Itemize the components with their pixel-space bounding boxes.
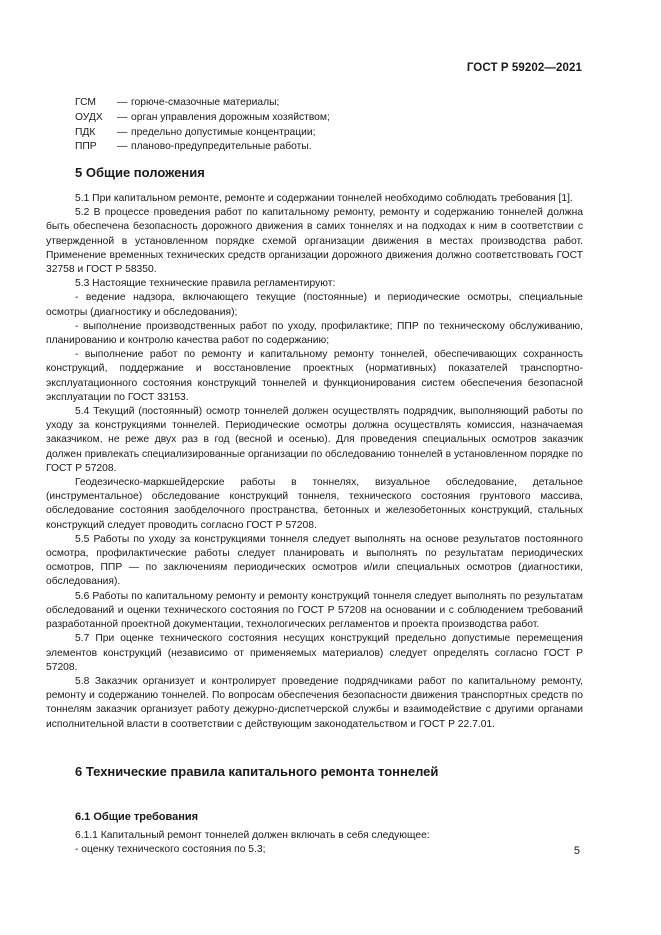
paragraph: 5.4 Текущий (постоянный) осмотр тоннелей должен осуществлять подрядчик, выполняющий работы по уходу за конструкциями тоннелей. Периодические осмотры должна осуществлять комиссия, назначаемая заказчиком, не реже двух раз в год (весной и осенью). Для проведения специальных осмотров заказчик должен привлекать специализированные организации по обследованию тоннелей в установленном порядке по ГОСТ Р 57208. — [46, 406, 583, 474]
subsection-6-1-heading: 6.1 Общие требования — [75, 811, 199, 823]
abbreviation-dash: — — [117, 126, 128, 138]
paragraph: 5.2 В процессе проведения работ по капитальному ремонту, ремонту и содержанию тоннелей должна быть обеспечена безопасность дорожного движения в самих тоннелях и на подходах к ним в соответствии с утвержденной в установленном порядке схемой организации движения в местах производства работ. Применение временных технических средств организации дорожного движения должно соответствовать ГОСТ 32758 и ГОСТ Р 58350. — [46, 207, 583, 276]
section-5-body — [46, 192, 583, 732]
list-item: - выполнение производственных работ по уходу, профилактике; ППР по техническому обслуживанию, планированию и контролю качества работ по содержанию; — [46, 320, 583, 347]
abbreviation-dash: — — [117, 141, 128, 153]
abbreviation-definition: горюче-смазочные материалы; — [131, 97, 280, 108]
abbreviation-term: ПДК — [75, 126, 96, 138]
paragraph: 5.1 При капитальном ремонте, ремонте и содержании тоннелей необходимо соблюдать требования [1]. — [75, 193, 573, 204]
document-code-header: ГОСТ Р 59202—2021 — [466, 62, 582, 74]
abbreviation-term: ГСМ — [75, 97, 97, 108]
abbreviation-term: ППР — [75, 141, 97, 153]
paragraph: 5.8 Заказчик организует и контролирует проведение подрядчиками работ по капитальному ремонту, ремонту и содержанию тоннелей. По вопросам обеспечения безопасности движения транспортных средств по тоннелям заказчик организует работу дежурно-диспетчерской службы и взаимодействие с другими органами исполнительной власти в соответствии с действующим законодательством и ГОСТ Р 22.7.01. — [46, 675, 583, 730]
abbreviation-dash: — — [117, 111, 128, 123]
abbreviation-row — [75, 126, 330, 141]
list-item: - ведение надзора, включающего текущие (постоянные) и периодические осмотры, специальные осмотры (диагностику и обследования); — [46, 292, 583, 318]
section-6-body — [46, 829, 583, 857]
list-item: - оценку технического состояния по 5.3; — [75, 844, 266, 856]
section-6-heading: 6 Технические правила капитального ремонта тоннелей — [75, 764, 439, 779]
paragraph: 5.6 Работы по капитальному ремонту и ремонту конструкций тоннеля следует выполнять по результатам обследований и оценки технического состояния по ГОСТ Р 57208 на основании и с соблюдением требований разработанной проектной документации, технологических регламентов и проекта производства работ. — [46, 590, 583, 631]
abbreviation-dash: — — [117, 97, 128, 108]
abbreviation-row — [75, 140, 330, 155]
page-number: 5 — [573, 845, 580, 857]
paragraph: 5.7 При оценке технического состояния несущих конструкций предельно допустимые перемещения элементов конструкций (независимо от применяемых материалов) следует определять согласно ГОСТ Р 57208. — [46, 633, 583, 673]
paragraph: 6.1.1 Капитальный ремонт тоннелей должен включать в себя следующее: — [75, 830, 430, 841]
paragraph: 5.5 Работы по уходу за конструкциями тоннеля следует выполнять на основе результатов постоянного осмотра, профилактические работы следует планировать и выполнять по результатам периодических осмотров, ППР — по заключениям периодических осмотров и/или специальных осмотров (диагностики, обследования). — [46, 533, 583, 588]
abbreviation-definition: планово-предупредительные работы. — [131, 141, 312, 153]
list-item: - выполнение работ по ремонту и капитальному ремонту тоннелей, обеспечивающих сохранность конструкций, поддержание и восстановление проектных (нормативных) показателей транспортно-эксплуатационного состояния конструкций тоннелей и функционирования систем обеспечения безопасной эксплуатации по ГОСТ 33153. — [46, 349, 583, 403]
abbreviation-definition: орган управления дорожным хозяйством; — [131, 111, 330, 123]
paragraph: 5.3 Настоящие технические правила регламентируют: — [75, 278, 336, 290]
abbreviation-term: ОУДХ — [75, 111, 103, 123]
abbreviation-row — [75, 96, 330, 111]
abbreviation-definition: предельно допустимые концентрации; — [131, 126, 316, 138]
section-5-heading: 5 Общие положения — [75, 165, 205, 180]
paragraph: Геодезическо-маркшейдерские работы в тоннелях, визуальное обследование, детальное (инструментальное) обследование конструкций тоннеля, технического состояния грунтового массива, обследование состояния заобделочного пространства, бетонных и железобетонных конструкций, стальных конструкций следует проводить согласно ГОСТ Р 57208. — [46, 477, 583, 531]
abbreviation-list — [75, 96, 330, 155]
abbreviation-row — [75, 111, 330, 126]
